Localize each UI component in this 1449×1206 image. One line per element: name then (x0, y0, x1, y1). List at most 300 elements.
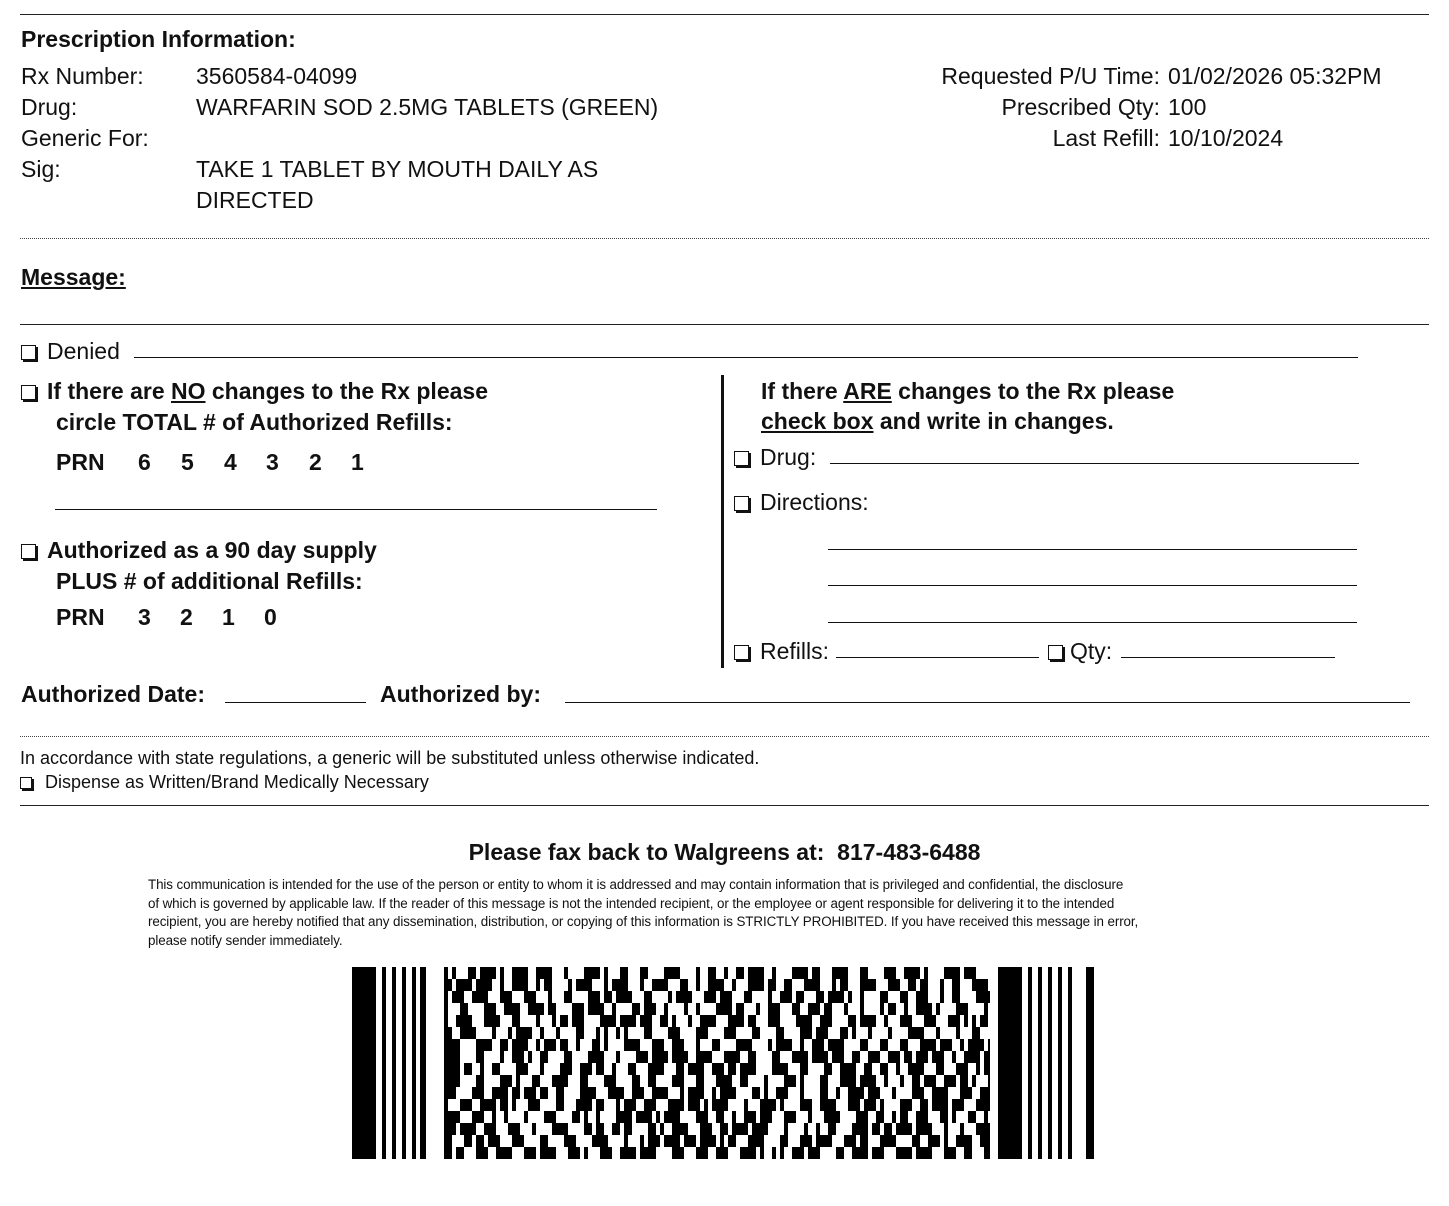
barcode-module (584, 1147, 588, 1159)
disclaimer-line: recipient, you are hereby notified that any dissemination, distribution, or copying of this information is STRICTLY PROHIBITED. If you have received this message in error, (148, 914, 1139, 929)
barcode-module (900, 1111, 908, 1123)
authorized-by-line[interactable] (565, 702, 1410, 703)
barcode-module (776, 1027, 784, 1039)
barcode-module (588, 991, 600, 1003)
barcode-module (836, 1087, 840, 1099)
change-drug-option[interactable] (734, 444, 816, 471)
barcode-module (472, 1111, 484, 1123)
barcode-module (728, 1135, 736, 1147)
barcode-module (528, 1003, 544, 1015)
authorized-date-label: Authorized Date: (21, 681, 205, 707)
barcode-module (648, 1063, 664, 1075)
barcode-module (860, 967, 868, 979)
refill-option[interactable]: 5 (181, 449, 194, 475)
barcode-module (964, 1147, 972, 1159)
change-directions-option[interactable] (734, 489, 869, 516)
barcode-module (732, 1111, 736, 1123)
top-rule (20, 14, 1429, 15)
barcode-module (912, 1135, 920, 1147)
barcode-module (748, 979, 764, 991)
refill-option[interactable]: 6 (138, 449, 151, 475)
barcode-module (792, 1051, 808, 1063)
barcode-module (780, 1147, 784, 1159)
barcode-module (940, 979, 944, 991)
denied-line[interactable] (134, 357, 1358, 358)
barcode-module (736, 1003, 744, 1015)
no-changes-signature-line[interactable] (55, 509, 657, 510)
directions-line[interactable] (828, 549, 1357, 550)
barcode-module (656, 1111, 660, 1123)
barcode-module (500, 1075, 512, 1087)
no-changes-text-emph: NO (171, 378, 206, 404)
barcode-module (568, 979, 572, 991)
barcode-module (456, 1147, 464, 1159)
barcode-module (452, 967, 456, 979)
change-qty-checkbox[interactable] (1048, 645, 1063, 660)
disclaimer-line: of which is governed by applicable law. If the reader of this message is not the intended recipient, or the employee or agent responsible for delivering it to the intended (148, 895, 1115, 911)
barcode-module (784, 1075, 796, 1087)
barcode-module (444, 1063, 460, 1075)
change-qty-label: Qty: (1070, 638, 1113, 664)
barcode-module (908, 1027, 924, 1039)
refill-option[interactable]: 4 (224, 449, 237, 475)
barcode-module (888, 1003, 896, 1015)
barcode-module (484, 1003, 496, 1015)
barcode-module (924, 1075, 936, 1087)
barcode-module (572, 1003, 584, 1015)
barcode-module (540, 1135, 548, 1147)
barcode-module (984, 1111, 988, 1123)
barcode-module (672, 1123, 688, 1135)
barcode-module (452, 991, 464, 1003)
authorized-by-label: Authorized by: (380, 681, 541, 707)
supply90-option[interactable]: 3 (138, 604, 151, 630)
barcode-module (612, 1063, 616, 1075)
barcode-module (616, 991, 632, 1003)
supply90-checkbox[interactable] (21, 544, 36, 559)
barcode-module (716, 1111, 724, 1123)
barcode-module (960, 1075, 968, 1087)
barcode-module (648, 1075, 656, 1087)
supply90-option[interactable]: 1 (222, 604, 235, 630)
are-changes-line2-post: and write in changes. (873, 408, 1114, 434)
barcode-module (688, 1099, 700, 1111)
barcode-module (864, 1063, 872, 1075)
barcode-module (880, 1063, 888, 1075)
refill-option[interactable]: 2 (309, 449, 322, 475)
rule-before-generic-note (20, 736, 1429, 737)
barcode-module (884, 1015, 888, 1027)
barcode-module (444, 1123, 456, 1135)
supply90-options (56, 604, 277, 631)
directions-line[interactable] (828, 585, 1357, 586)
daw-option[interactable] (20, 772, 429, 793)
barcode-module (676, 1063, 684, 1075)
change-refills-label: Refills: (760, 638, 830, 664)
barcode-module (492, 1063, 500, 1075)
change-directions-checkbox[interactable] (734, 496, 749, 511)
denied-label: Denied (47, 338, 120, 364)
barcode-module (624, 1135, 628, 1147)
barcode-module (552, 1123, 568, 1135)
barcode-module (628, 1063, 636, 1075)
barcode-module (624, 1039, 640, 1051)
barcode-module (668, 1099, 684, 1111)
barcode-module (764, 1075, 768, 1087)
barcode-module (548, 1003, 556, 1015)
barcode-module (680, 979, 688, 991)
barcode-module (460, 1003, 468, 1015)
barcode-module (816, 1027, 828, 1039)
barcode-module (560, 1039, 568, 1051)
barcode-module (664, 1003, 668, 1015)
barcode-module (860, 1075, 876, 1087)
barcode-module (932, 1099, 948, 1111)
barcode-module (576, 1027, 584, 1039)
barcode-module (560, 1015, 568, 1027)
barcode-module (564, 991, 572, 1003)
barcode-module (464, 1135, 472, 1147)
fax-back-line (0, 839, 1449, 866)
barcode-module (900, 991, 908, 1003)
barcode-module (748, 1015, 756, 1027)
barcode-module (604, 1027, 608, 1039)
barcode-module (844, 1003, 848, 1015)
barcode-module (900, 1015, 912, 1027)
barcode-module (728, 1063, 736, 1075)
barcode-module (824, 1111, 840, 1123)
barcode-module (480, 1099, 496, 1111)
barcode-module (552, 1015, 556, 1027)
barcode-module (588, 1051, 604, 1063)
barcode-module (532, 1123, 536, 1135)
barcode-module (916, 1123, 932, 1135)
supply90-option[interactable]: 2 (180, 604, 193, 630)
barcode-module (472, 991, 488, 1003)
barcode-module (632, 1003, 640, 1015)
barcode-module (728, 1015, 744, 1027)
message-label: Message: (21, 264, 126, 290)
barcode-module (624, 1099, 636, 1111)
barcode-module (852, 1051, 860, 1063)
barcode-module (696, 1039, 700, 1051)
barcode-module (896, 1147, 912, 1159)
barcode-module (696, 1147, 708, 1159)
barcode-module (632, 1075, 640, 1087)
barcode-module (888, 979, 900, 991)
barcode-module (600, 1015, 616, 1027)
barcode-module (800, 1099, 812, 1111)
barcode-module (524, 1111, 528, 1123)
barcode-module (872, 1123, 880, 1135)
no-changes-text-pre: If there are (47, 378, 171, 404)
rule-after-message (20, 324, 1429, 325)
barcode-module (444, 1075, 460, 1087)
generic-substitution-note: In accordance with state regulations, a generic will be substituted unless otherwise indicated. (20, 748, 760, 768)
barcode-module (508, 1123, 520, 1135)
barcode-module (500, 979, 504, 991)
barcode-module (952, 979, 960, 991)
rx-number-value: 3560584-04099 (196, 63, 358, 89)
change-refills-line[interactable] (836, 657, 1039, 658)
barcode-module (616, 1051, 620, 1063)
barcode-module (604, 1039, 608, 1051)
barcode-module (956, 1135, 972, 1147)
refill-prn[interactable]: PRN (56, 449, 105, 475)
pu-time-label: Requested P/U Time: (941, 63, 1160, 89)
barcode-module (752, 1027, 760, 1039)
barcode-module (960, 1123, 964, 1135)
rx-right-labels (870, 61, 1160, 154)
barcode-module (984, 1147, 990, 1159)
barcode-stop-bar (998, 967, 1022, 1159)
barcode-module (944, 967, 960, 979)
barcode-module (764, 1087, 768, 1099)
barcode-module (476, 1051, 484, 1063)
barcode-start-bar (352, 967, 376, 1159)
change-drug-label: Drug: (760, 444, 817, 470)
barcode-module (608, 1087, 624, 1099)
barcode-module (696, 1051, 712, 1063)
barcode-module (984, 1003, 988, 1015)
barcode-module (492, 1027, 496, 1039)
daw-checkbox[interactable] (20, 777, 32, 789)
barcode-module (884, 1075, 888, 1087)
barcode-stop-bar (1058, 967, 1062, 1159)
barcode-module (524, 1087, 536, 1099)
barcode-module (820, 1087, 828, 1099)
barcode-module (444, 1051, 460, 1063)
barcode-module (960, 1039, 964, 1051)
barcode-module (444, 1099, 448, 1111)
barcode-module (816, 1123, 820, 1135)
barcode-module (820, 1075, 828, 1087)
barcode-module (444, 1039, 460, 1051)
barcode-module (696, 1027, 708, 1039)
barcode-module (708, 979, 724, 991)
barcode-module (808, 1147, 820, 1159)
barcode-module (648, 1123, 656, 1135)
barcode-module (596, 1027, 600, 1039)
barcode-module (716, 1003, 732, 1015)
no-changes-checkbox[interactable] (21, 385, 36, 400)
barcode-module (916, 1051, 928, 1063)
prescribed-qty-value: 100 (1168, 94, 1207, 120)
change-drug-checkbox[interactable] (734, 451, 749, 466)
barcode-module (616, 1027, 620, 1039)
barcode-module (512, 1039, 528, 1051)
barcode-module (576, 1099, 592, 1111)
barcode-module (444, 991, 448, 1003)
barcode-module (544, 979, 552, 991)
barcode-module (784, 979, 792, 991)
change-drug-line[interactable] (830, 463, 1359, 464)
barcode-module (828, 1039, 844, 1051)
barcode-module (696, 967, 700, 979)
barcode-module (584, 1123, 592, 1135)
barcode-module (772, 967, 776, 979)
barcode-module (604, 1075, 616, 1087)
barcode-module (724, 1027, 736, 1039)
barcode-module (720, 1123, 728, 1135)
barcode-module (528, 1099, 540, 1111)
directions-line[interactable] (828, 622, 1357, 623)
barcode-module (768, 979, 776, 991)
drug-label: Drug: (21, 94, 78, 120)
barcode-module (932, 1087, 948, 1099)
supply90-prn[interactable]: PRN (56, 604, 105, 630)
barcode-module (484, 1015, 500, 1027)
barcode-module (952, 1051, 956, 1063)
barcode-module (572, 1015, 584, 1027)
barcode-module (972, 979, 988, 991)
barcode-module (800, 1135, 812, 1147)
refill-option[interactable]: 1 (351, 449, 364, 475)
supply90-option[interactable]: 0 (264, 604, 277, 630)
barcode-module (680, 1087, 684, 1099)
barcode-module (644, 1027, 652, 1039)
barcode-module (572, 1111, 580, 1123)
barcode-module (640, 967, 648, 979)
supply90-line1: Authorized as a 90 day supply (47, 537, 377, 563)
last-refill-value: 10/10/2024 (1168, 125, 1284, 151)
barcode-module (536, 967, 552, 979)
are-changes-block (761, 376, 1174, 436)
barcode-module (988, 1075, 990, 1087)
authorized-date-line[interactable] (225, 702, 366, 703)
barcode-module (512, 979, 528, 991)
barcode-module (652, 1039, 664, 1051)
barcode-module (832, 979, 836, 991)
barcode-module (784, 1111, 796, 1123)
barcode-module (932, 1051, 944, 1063)
barcode-module (540, 1087, 548, 1099)
change-qty-line[interactable] (1121, 657, 1335, 658)
barcode-module (668, 1027, 680, 1039)
barcode-module (980, 1135, 990, 1147)
barcode-module (684, 1135, 696, 1147)
barcode-stop-bar (1068, 967, 1072, 1159)
barcode-module (696, 1075, 704, 1087)
barcode-module (880, 1039, 888, 1051)
barcode-module (928, 1135, 940, 1147)
barcode-module (476, 1135, 484, 1147)
refill-option[interactable]: 3 (266, 449, 279, 475)
barcode-module (444, 979, 452, 991)
barcode-module (712, 1087, 716, 1099)
change-refills-checkbox[interactable] (734, 645, 749, 660)
barcode-module (500, 1051, 504, 1063)
barcode-start-bar (402, 967, 406, 1159)
pu-time-value: 01/02/2026 05:32PM (1168, 63, 1382, 89)
barcode-module (580, 1063, 592, 1075)
barcode-module (696, 1111, 708, 1123)
barcode-module (596, 1099, 604, 1111)
barcode-module (956, 1027, 960, 1039)
barcode-module (460, 1099, 472, 1111)
barcode-module (516, 1027, 532, 1039)
barcode-module (724, 967, 728, 979)
drug-value: WARFARIN SOD 2.5MG TABLETS (GREEN) (196, 94, 659, 120)
barcode-module (880, 1135, 896, 1147)
pdf417-barcode (352, 967, 1097, 1159)
barcode-module (672, 1075, 684, 1087)
denied-option[interactable] (21, 338, 120, 365)
barcode-module (956, 1003, 968, 1015)
barcode-module (640, 1135, 644, 1147)
barcode-module (580, 1075, 588, 1087)
change-refills-option[interactable] (734, 638, 829, 665)
barcode-module (864, 1099, 876, 1111)
barcode-module (920, 1039, 936, 1051)
barcode-module (568, 1147, 580, 1159)
barcode-module (512, 967, 528, 979)
barcode-module (500, 991, 512, 1003)
barcode-module (824, 1063, 832, 1075)
barcode-module (652, 1051, 668, 1063)
sig-value-line1: TAKE 1 TABLET BY MOUTH DAILY AS (196, 156, 599, 182)
barcode-module (636, 1111, 652, 1123)
column-divider (721, 375, 724, 668)
barcode-module (556, 1087, 564, 1099)
barcode-module (468, 967, 476, 979)
barcode-module (912, 1087, 924, 1099)
barcode-module (600, 1147, 612, 1159)
barcode-module (720, 1135, 724, 1147)
barcode-module (944, 1123, 948, 1135)
barcode-module (776, 1087, 788, 1099)
barcode-module (792, 1003, 800, 1015)
barcode-module (816, 1135, 832, 1147)
barcode-module (664, 967, 680, 979)
barcode-module (780, 991, 792, 1003)
barcode-module (860, 979, 876, 991)
barcode-module (796, 991, 804, 1003)
barcode-module (564, 967, 568, 979)
barcode-module (556, 1027, 560, 1039)
barcode-module (664, 1135, 680, 1147)
barcode-module (652, 1087, 668, 1099)
barcode-module (860, 991, 864, 1003)
barcode-module (748, 967, 764, 979)
barcode-module (484, 1123, 496, 1135)
fax-number: 817-483-6488 (837, 839, 981, 865)
change-qty-option[interactable] (1048, 638, 1112, 665)
barcode-module (800, 1087, 804, 1099)
barcode-module (624, 1123, 632, 1135)
barcode-module (824, 1003, 832, 1015)
barcode-module (760, 1111, 772, 1123)
barcode-module (812, 967, 820, 979)
barcode-module (444, 967, 448, 979)
barcode-module (768, 991, 772, 1003)
barcode-module (936, 1003, 940, 1015)
generic-for-label: Generic For: (21, 125, 149, 151)
supply90-block (21, 535, 377, 597)
barcode-module (636, 1051, 648, 1063)
barcode-module (776, 1039, 792, 1051)
barcode-start-bar (392, 967, 396, 1159)
barcode-module (544, 1039, 556, 1051)
barcode-stop-bar (1048, 967, 1052, 1159)
barcode-module (948, 1015, 960, 1027)
barcode-module (592, 1135, 608, 1147)
denied-checkbox[interactable] (21, 345, 36, 360)
barcode-module (596, 1111, 600, 1123)
barcode-module (488, 1135, 500, 1147)
barcode-module (644, 1003, 656, 1015)
barcode-module (704, 991, 716, 1003)
